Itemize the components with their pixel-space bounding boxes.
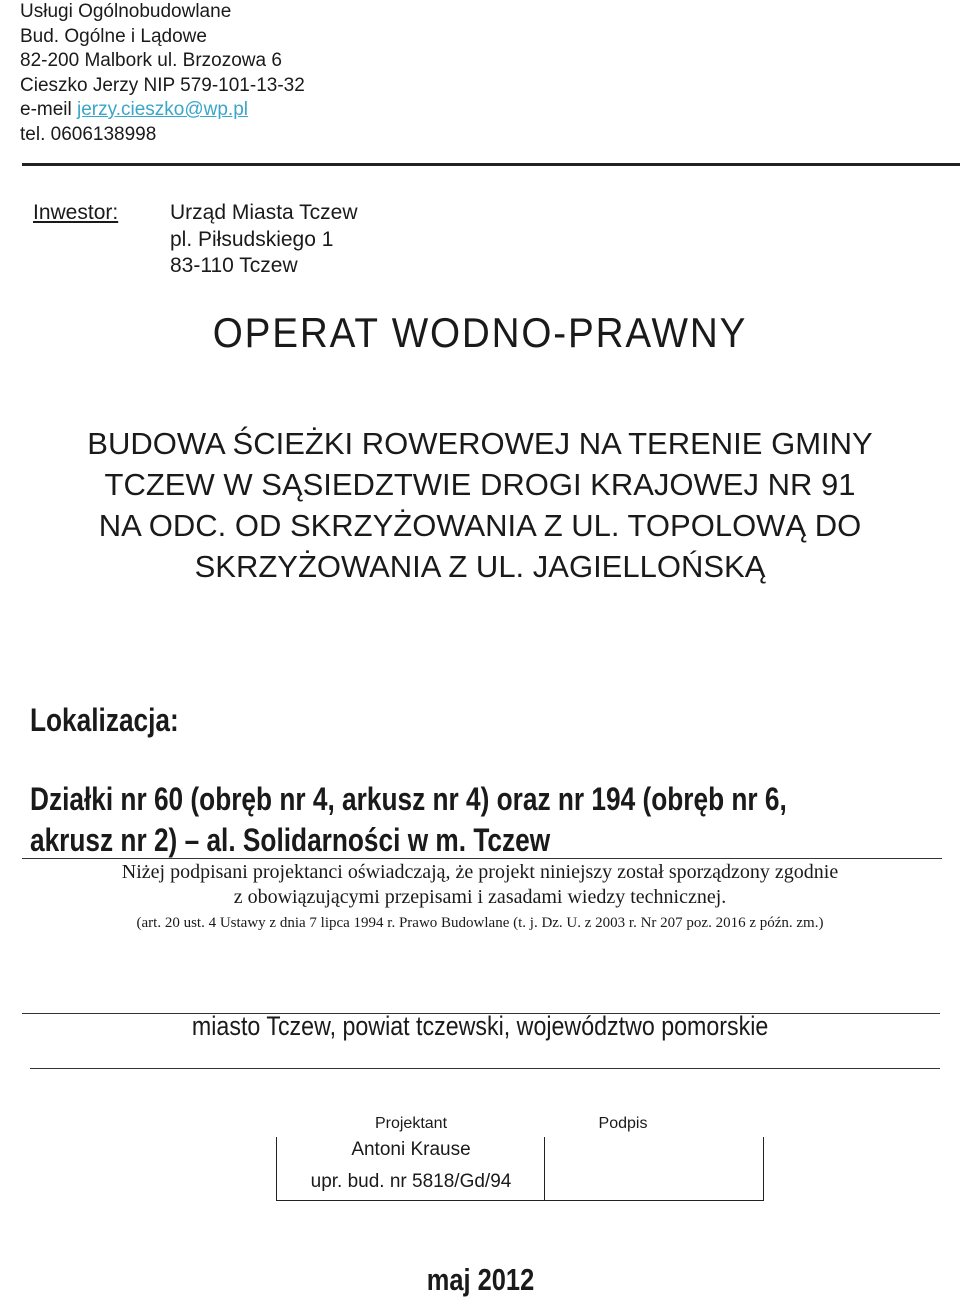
declaration-line-2: z obowiązującymi przepisami i zasadami wiedzy technicznej. [233,886,727,908]
company-header [20,0,305,147]
document-title: OPERAT WODNO-PRAWNY [212,309,748,356]
designer-declaration [0,860,960,934]
declaration-divider [22,858,942,859]
designer-license: upr. bud. nr 5818/Gd/94 [310,1171,512,1192]
designer-label: Projektant [374,1115,448,1132]
subject-line-3: NA ODC. OD SKRZYŻOWANIA Z UL. TOPOLOWĄ DO [98,508,862,543]
company-owner: Cieszko Jerzy NIP 579-101-13-32 [20,74,305,96]
subject-line-1: BUDOWA ŚCIEŻKI ROWEROWEJ NA TERENIE GMINY [87,426,873,461]
document-date: maj 2012 [426,1262,534,1297]
location-label: Lokalizacja: [30,702,179,738]
project-subject [20,423,940,587]
location-details [30,779,953,861]
company-address: 82-200 Malbork ul. Brzozowa 6 [20,50,282,71]
place-divider-bottom [30,1068,940,1069]
company-type: Bud. Ogólne i Lądowe [20,25,207,47]
signature-label: Podpis [598,1115,648,1132]
company-phone: tel. 0606138998 [20,123,157,145]
declaration-line-1: Niżej podpisani projektanci oświadczają, że projekt niniejszy został sporządzony zgodnie [121,861,839,883]
subject-line-4: SKRZYŻOWANIA Z UL. JAGIELLOŃSKĄ [194,549,766,584]
investor-street: pl. Piłsudskiego 1 [170,227,334,251]
place-wrap [0,1011,960,1042]
document-date-wrap [0,1262,960,1298]
email-prefix: e-meil [20,99,78,120]
declaration-legal-basis: (art. 20 ust. 4 Ustawy z dnia 7 lipca 1994 r. Prawo Budowlane (t. j. Dz. U. z 2003 r. Nr 207 poz. 2016 z późn. zm.) [136,915,824,931]
company-email-line [20,98,305,123]
designer-name: Antoni Krause [351,1139,471,1160]
top-divider [22,163,960,166]
place-text: miasto Tczew, powiat tczewski, województwo pomorskie [191,1011,769,1041]
investor-city: 83-110 Tczew [170,254,298,277]
location-label-wrap [30,702,211,739]
investor-name: Urząd Miasta Tczew [170,201,358,224]
location-line-1: Działki nr 60 (obręb nr 4, arkusz nr 4) oraz nr 194 (obręb nr 6, [30,781,787,817]
investor-address [170,200,358,280]
investor-label: Inwestor: [33,201,119,224]
email-link[interactable]: jerzy.cieszko@wp.pl [77,99,248,120]
location-line-2: akrusz nr 2) – al. Solidarności w m. Tczew [30,822,551,858]
subject-line-2: TCZEW W SĄSIEDZTWIE DROGI KRAJOWEJ NR 91 [104,467,856,502]
company-name: Usługi Ogólnobudowlane [20,1,232,22]
